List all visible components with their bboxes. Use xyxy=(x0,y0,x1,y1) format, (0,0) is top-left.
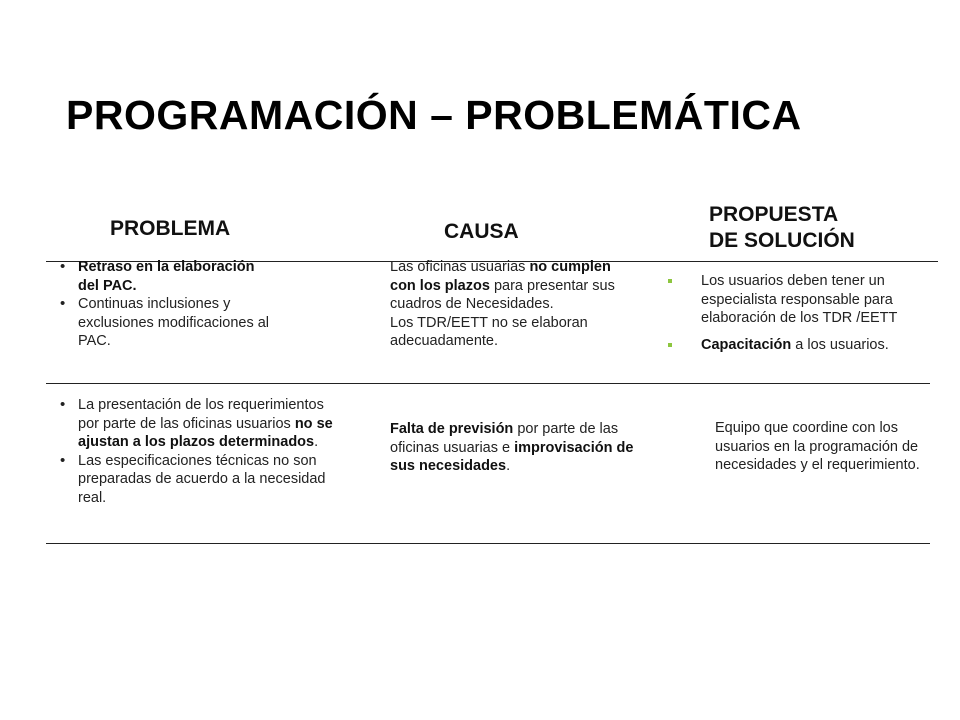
slide-title: PROGRAMACIÓN – PROBLEMÁTICA xyxy=(66,92,802,138)
row2-propuesta-cell xyxy=(715,419,925,475)
bottom-divider xyxy=(46,543,930,544)
row1-problema-item: • Continuas inclusiones y exclusiones modificaciones al PAC. xyxy=(60,295,270,351)
row2-problema-cell xyxy=(60,396,342,507)
column-header-causa: CAUSA xyxy=(444,220,519,243)
row2-problema-item: • Las especificaciones técnicas no son preparadas de acuerdo a la necesidad real. xyxy=(60,452,342,508)
row1-causa-text: Las oficinas usuarias no cumplen con los plazos para presentar sus cuadros de Necesidades. xyxy=(390,259,615,312)
column-header-propuesta-line1: PROPUESTA xyxy=(709,203,839,226)
column-header-propuesta xyxy=(709,202,855,254)
row2-propuesta-text: Equipo que coordine con los usuarios en la programación de necesidades y el requerimiento. xyxy=(715,420,920,473)
row2-causa-text: Falta de previsión por parte de las oficinas usuarias e improvisación de sus necesidades. xyxy=(390,421,634,474)
column-header-propuesta-line2: DE SOLUCIÓN xyxy=(709,229,855,252)
row2-causa-cell xyxy=(390,420,635,476)
row1-propuesta-cell xyxy=(665,272,927,362)
row2-problema-item: • La presentación de los requerimientos por parte de las oficinas usuarios no se ajustan a los plazos determinados. xyxy=(60,396,342,452)
row1-causa-text-2: Los TDR/EETT no se elaboran adecuadamente. xyxy=(390,314,588,349)
row1-propuesta-item: Los usuarios deben tener un especialista responsable para elaboración de los TDR /EETT xyxy=(665,272,927,328)
column-header-problema: PROBLEMA xyxy=(110,217,231,240)
row1-problema-cell xyxy=(60,258,270,351)
row-divider xyxy=(46,383,930,384)
row1-propuesta-item: Capacitación a los usuarios. xyxy=(665,336,927,355)
row1-problema-item: • Retraso en la elaboración del PAC. xyxy=(60,258,270,295)
row1-causa-cell xyxy=(390,258,630,351)
